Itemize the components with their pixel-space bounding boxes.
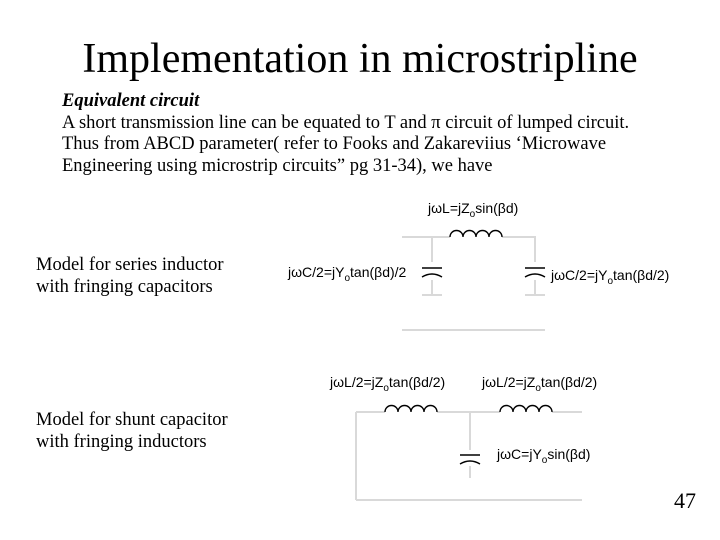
series-inductor-symbol <box>450 231 502 237</box>
series-caption-line-1: Model for series inductor <box>36 255 224 275</box>
intro-line-1: A short transmission line can be equated to T and π circuit of lumped circuit. <box>62 112 630 133</box>
right-capacitor-label: jωC/$2=jY_o\tan(\beta d/2)$ <box>551 267 670 287</box>
series-inductor-circuit <box>287 200 669 330</box>
shunt-capacitor-circuit <box>329 374 597 500</box>
shunt-caption-line-1: Model for shunt capacitor <box>36 410 228 430</box>
page-number: 47 <box>674 488 696 513</box>
left-fringing-capacitor-symbol <box>422 268 442 277</box>
pi-left-ground-wire <box>422 280 442 295</box>
left-capacitor-label: jωC/$2=jY_o\tan(\beta d)/2$ <box>288 264 407 284</box>
shunt-capacitor-symbol <box>460 455 480 464</box>
shunt-capacitor-label: $j\omega C=jY_o\sin(\beta d)$ <box>497 446 591 466</box>
left-fringing-inductor-symbol <box>385 406 437 413</box>
pi-top-wire-right <box>502 237 535 262</box>
slide-title: Implementation in microstripline <box>82 36 638 82</box>
right-fringing-inductor-symbol <box>500 406 552 413</box>
shunt-caption-line-2: with fringing inductors <box>36 432 207 452</box>
intro-line-3: Engineering using microstrip circuits” pg 31-34), we have <box>62 155 493 176</box>
series-inductor-label: $j\omega L=jZ_o\sin(\beta d)$ <box>428 200 519 220</box>
pi-right-ground-wire <box>525 280 545 295</box>
series-caption-line-2: with fringing capacitors <box>36 277 213 297</box>
right-fringing-capacitor-symbol <box>525 268 545 277</box>
right-inductor-label: jωL/$2=jZ_o\tan(\beta d/2)$ <box>482 374 598 394</box>
intro-line-2: Thus from ABCD parameter( refer to Fooks and Zakareviius ‘Microwave <box>62 134 607 154</box>
section-heading: Equivalent circuit <box>62 91 200 111</box>
left-inductor-label: jωL/$2=jZ_o\tan(\beta d/2)$ <box>330 374 446 394</box>
